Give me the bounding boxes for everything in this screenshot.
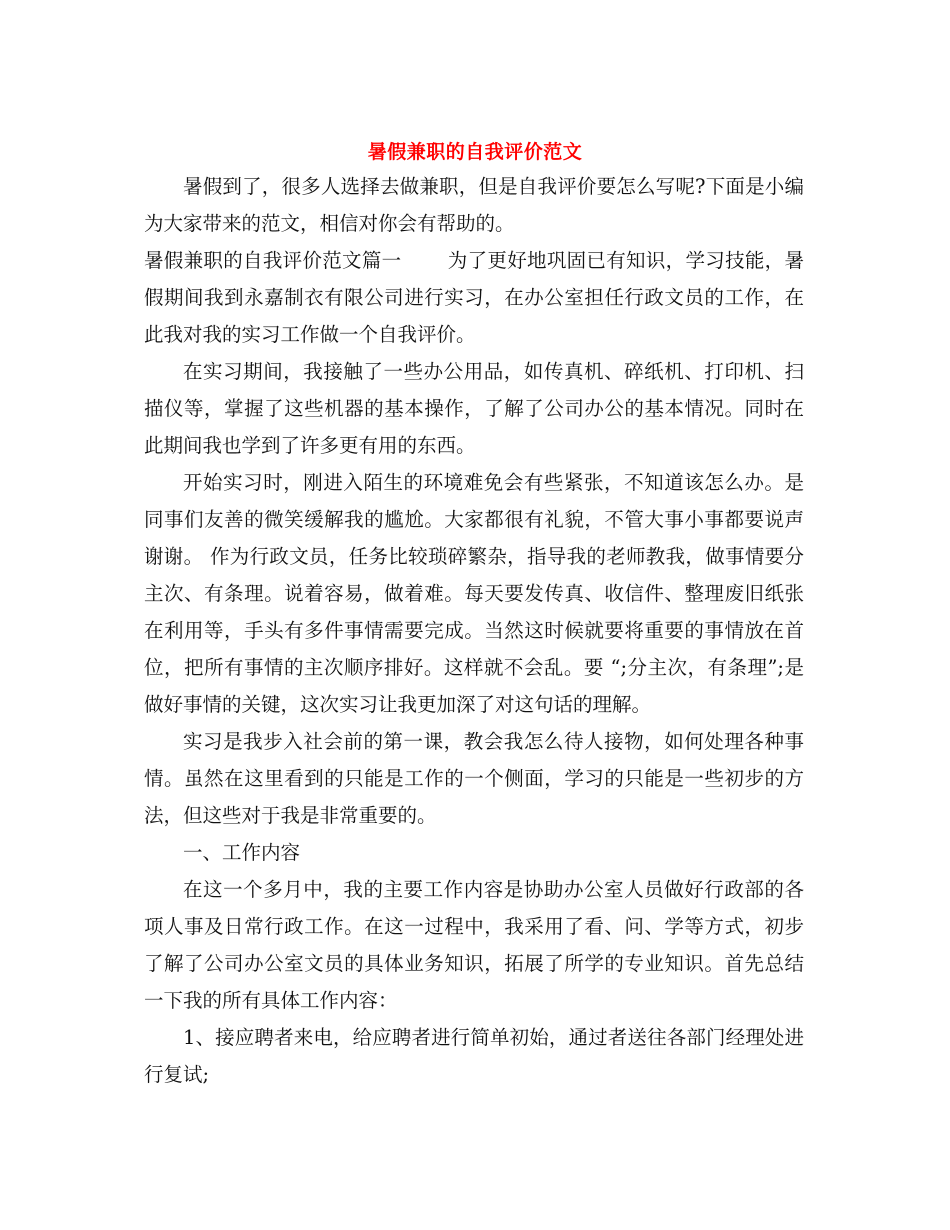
paragraph-2: 在实习期间，我接触了一些办公用品，如传真机、碎纸机、打印机、扫描仪等，掌握了这些机器的基本操作，了解了公司办公的基本情况。同时在此期间我也学到了许多更有用的东西。 xyxy=(144,360,804,457)
list-item-1: 1、接应聘者来电，给应聘者进行简单初始，通过者送往各部门经理处进行复试; xyxy=(144,1026,804,1086)
document-body xyxy=(144,168,804,1093)
paragraph-4: 实习是我步入社会前的第一课，教会我怎么待人接物，如何处理各种事情。虽然在这里看到的只能是工作的一个侧面，学习的只能是一些初步的方法，但这些对于我是非常重要的。 xyxy=(144,730,804,827)
section-label: 暑假兼职的自我评价范文篇一 xyxy=(144,249,402,272)
section-text: 为了更好地巩固已有知识，学习技能，暑假期间我到永嘉制衣有限公司进行实习，在办公室担任行政文员的工作，在此我对我的实习工作做一个自我评价。 xyxy=(144,249,804,346)
heading-work-content: 一、工作内容 xyxy=(183,841,301,864)
document-title: 暑假兼职的自我评价范文 xyxy=(367,141,583,163)
intro-paragraph: 暑假到了，很多人选择去做兼职，但是自我评价要怎么写呢?下面是小编为大家带来的范文，相信对你会有帮助的。 xyxy=(144,175,804,235)
paragraph-5: 在这一个多月中，我的主要工作内容是协助办公室人员做好行政部的各项人事及日常行政工作。在这一过程中，我采用了看、问、学等方式，初步了解了公司办公室文员的具体业务知识，拓展了所学的专业知识。首先总结一下我的所有具体工作内容： xyxy=(144,878,804,1012)
section-paragraph xyxy=(144,242,804,353)
paragraph-3: 开始实习时，刚进入陌生的环境难免会有些紧张，不知道该怎么办。是同事们友善的微笑缓解我的尴尬。大家都很有礼貌，不管大事小事都要说声谢谢。 作为行政文员，任务比较琐碎繁杂，指导我的老师教我，做事情要分主次、有条理。说着容易，做着难。每天要发传真、收信件、整理废旧纸张在利用等，手头有多件事情需要完成。当然这时候就要将重要的事情放在首位，把所有事情的主次顺序排好。这样就不会乱。要 “;分主次，有条理”;是做好事情的关键，这次实习让我更加深了对这句话的理解。 xyxy=(144,471,804,716)
